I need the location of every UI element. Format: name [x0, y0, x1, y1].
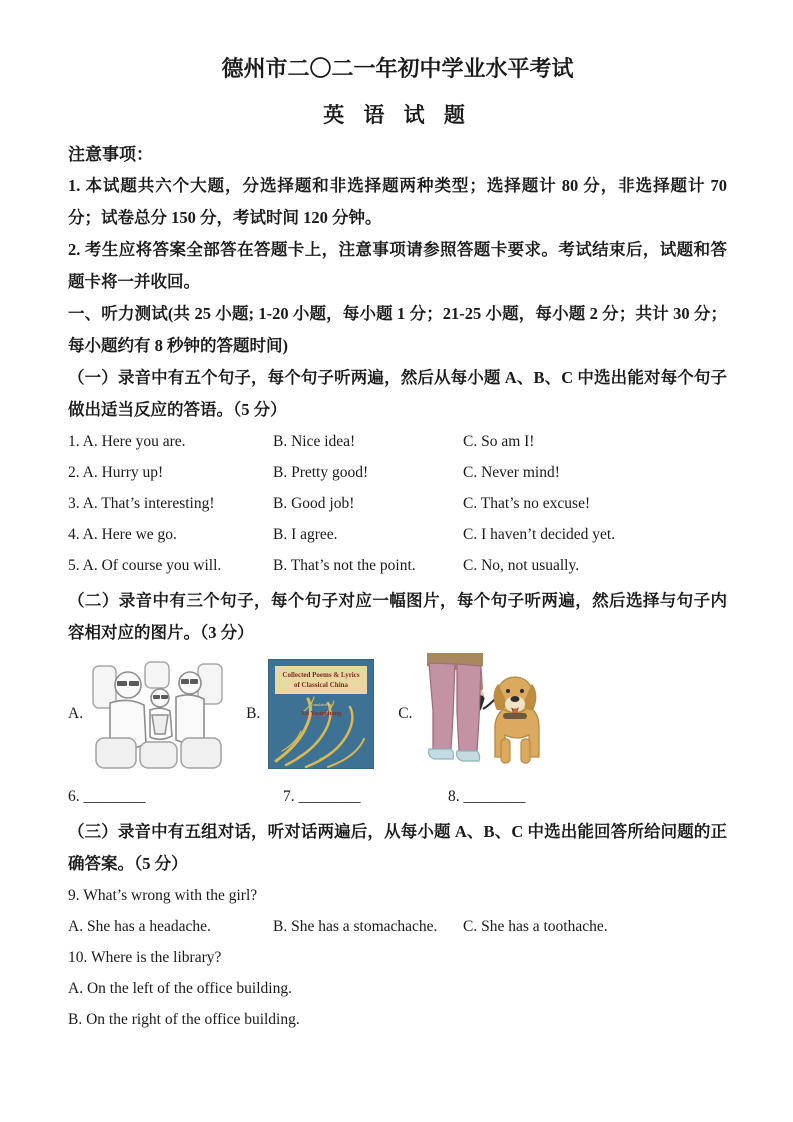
q10-option-b: B. On the right of the office building. — [68, 1011, 300, 1028]
notice-item-1: 1. 本试题共六个大题，分选择题和非选择题两种类型；选择题计 80 分，非选择题计 70 分；试卷总分 150 分，考试时间 120 分钟。 — [68, 176, 727, 227]
q3-option-c: C. That’s no excuse! — [463, 495, 591, 512]
part3-intro: （三）录音中有五组对话，听对话两遍后，从每小题 A、B、C 中选出能回答所给问题的正确答案。（5 分） — [68, 822, 727, 873]
listening-pictures-row — [68, 653, 727, 775]
section1-heading: 一、听力测试(共 25 小题; 1-20 小题，每小题 1 分；21-25 小题，每小题 2 分；共计 30 分；每小题约有 8 秒钟的答题时间) — [68, 304, 727, 355]
blank-7: 7. ________ — [283, 788, 361, 805]
part2-intro: （二）录音中有三个句子，每个句子对应一幅图片，每个句子听两遍，然后选择与句子内容相对应的图片。（3 分） — [68, 591, 727, 642]
question-9: 9. What’s wrong with the girl? — [68, 887, 258, 904]
book-translator: Xu Yuanchong — [300, 710, 342, 717]
picture-c-label: C. — [398, 705, 413, 722]
q10-option-a: A. On the left of the office building. — [68, 980, 292, 997]
q4-option-b: B. I agree. — [273, 526, 338, 543]
book-title-line1: Collected Poems & Lyrics — [282, 671, 360, 679]
q9-option-b: B. She has a stomachache. — [273, 918, 438, 935]
answer-blanks-row — [68, 781, 727, 812]
q4-option-c: C. I haven’t decided yet. — [463, 526, 616, 543]
notice-heading: 注意事项： — [68, 145, 153, 164]
q9-option-c: C. She has a toothache. — [463, 918, 608, 935]
q9-option-a: A. She has a headache. — [68, 918, 211, 935]
book-translated-by: Translated by — [310, 702, 333, 707]
q2-option-c: C. Never mind! — [463, 464, 560, 481]
question-row-1 — [68, 426, 727, 457]
picture-a-label: A. — [68, 705, 84, 722]
q2-option-b: B. Pretty good! — [273, 464, 369, 481]
notice-item-2: 2. 考生应将答案全部答在答题卡上，注意事项请参照答题卡要求。考试结束后，试题和答题卡将一并收回。 — [68, 240, 727, 291]
question-9-options — [68, 911, 727, 942]
q3-option-a: 3. A. That’s interesting! — [68, 495, 215, 512]
question-row-5 — [68, 550, 727, 581]
q1-option-c: C. So am I! — [463, 433, 535, 450]
picture-b-label: B. — [246, 705, 261, 722]
q3-option-b: B. Good job! — [273, 495, 355, 512]
q4-option-a: 4. A. Here we go. — [68, 526, 177, 543]
book-title-line2: of Classical China — [294, 681, 349, 689]
exam-subject-title: 英 语 试 题 — [323, 103, 472, 127]
question-row-4 — [68, 519, 727, 550]
guide-dog-walking-image — [421, 653, 549, 775]
exam-title: 德州市二〇二一年初中学业水平考试 — [221, 56, 574, 81]
part1-intro: （一）录音中有五个句子，每个句子听两遍，然后从每小题 A、B、C 中选出能对每个句子做出适当反应的答语。（5 分） — [68, 368, 727, 419]
q5-option-a: 5. A. Of course you will. — [68, 557, 222, 574]
q1-option-b: B. Nice idea! — [273, 433, 356, 450]
cinema-3d-movie-sketch-image — [91, 658, 224, 770]
q1-option-a: 1. A. Here you are. — [68, 433, 186, 450]
q5-option-c: C. No, not usually. — [463, 557, 580, 574]
q5-option-b: B. That’s not the point. — [273, 557, 416, 574]
question-row-2 — [68, 457, 727, 488]
question-10: 10. Where is the library? — [68, 949, 222, 966]
blank-6: 6. ________ — [68, 788, 146, 805]
q2-option-a: 2. A. Hurry up! — [68, 464, 164, 481]
blank-8: 8. ________ — [448, 788, 526, 805]
question-row-3 — [68, 488, 727, 519]
book-cover-image — [268, 659, 374, 769]
